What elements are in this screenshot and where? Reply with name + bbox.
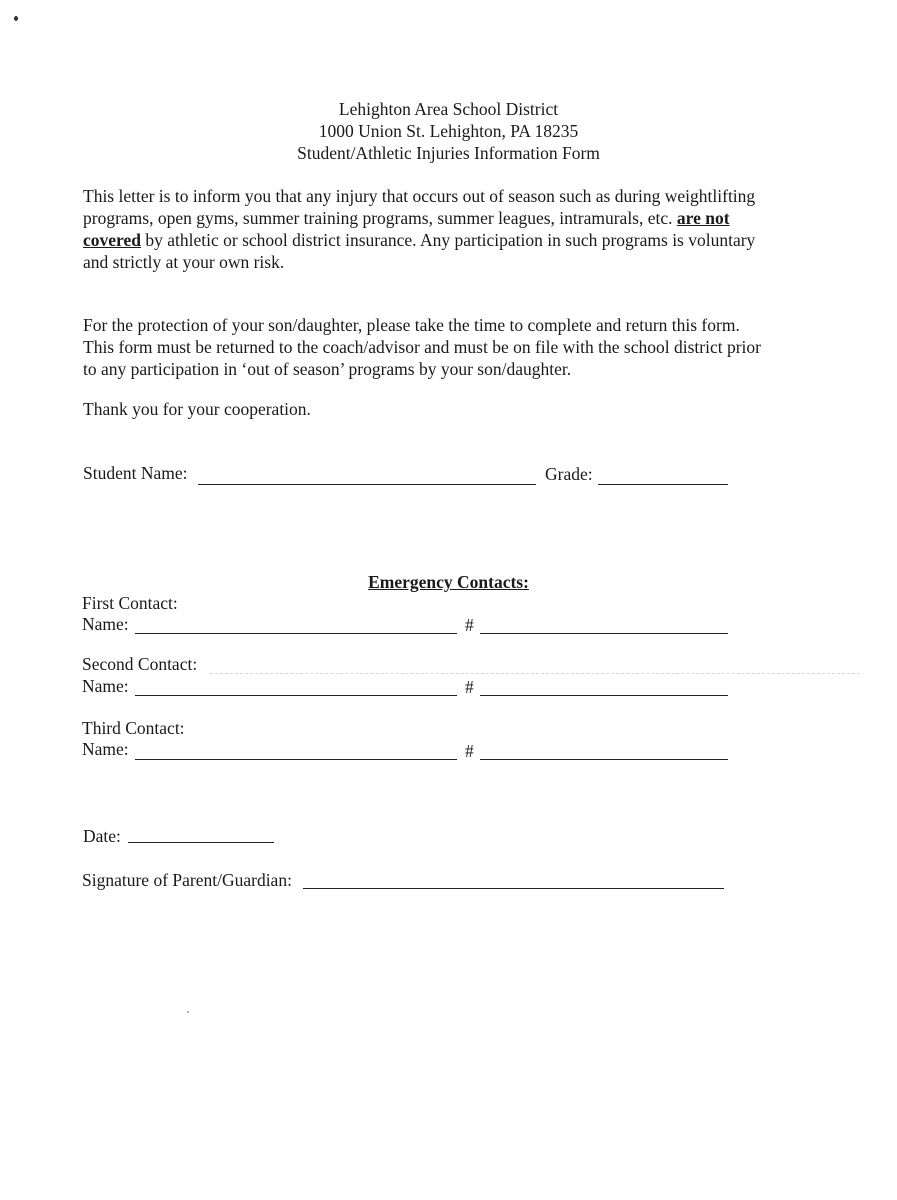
second-contact-heading: Second Contact:: [82, 654, 198, 674]
paragraph-text: programs, open gyms, summer training programs, summer leagues, intramurals, etc.: [83, 208, 677, 228]
grade-label: Grade:: [545, 464, 593, 484]
paragraph-line: and strictly at your own risk.: [83, 252, 285, 272]
paragraph-line: [83, 207, 823, 229]
first-contact-name-label: Name:: [82, 614, 129, 634]
third-contact-number-label: #: [465, 741, 474, 761]
first-contact-name-field[interactable]: [135, 614, 457, 634]
third-contact-heading: Third Contact:: [82, 718, 185, 738]
emphasis-text: covered: [83, 230, 141, 250]
paragraph-line: For the protection of your son/daughter, please take the time to complete and return this form.: [83, 315, 740, 335]
signature-field[interactable]: [303, 868, 724, 889]
return-instructions-paragraph: [83, 314, 823, 380]
date-label: Date:: [83, 826, 121, 846]
paragraph-line: [83, 229, 823, 251]
district-address: 1000 Union St. Lehighton, PA 18235: [318, 121, 579, 141]
scan-speck: [14, 16, 18, 21]
district-name: Lehighton Area School District: [338, 99, 559, 119]
second-contact-number-label: #: [465, 677, 474, 697]
scan-artifact-line: [210, 661, 860, 674]
student-name-label: Student Name:: [83, 463, 188, 483]
paragraph-line: to any participation in ‘out of season’ programs by your son/daughter.: [83, 359, 572, 379]
scan-speck: [187, 1011, 189, 1013]
first-contact-number-field[interactable]: [480, 614, 728, 634]
date-field[interactable]: [128, 826, 274, 843]
paragraph-line: This letter is to inform you that any injury that occurs out of season such as during weightlifting: [83, 186, 756, 206]
student-name-field[interactable]: [198, 464, 536, 485]
second-contact-name-field[interactable]: [135, 676, 457, 696]
first-contact-heading: First Contact:: [82, 593, 178, 613]
emphasis-text: are not: [676, 208, 730, 228]
third-contact-name-label: Name:: [82, 739, 129, 759]
first-contact-number-label: #: [465, 615, 474, 635]
paragraph-line: This form must be returned to the coach/advisor and must be on file with the school district prior: [83, 337, 761, 357]
thanks-text: Thank you for your cooperation.: [83, 399, 311, 419]
signature-label: Signature of Parent/Guardian:: [82, 870, 292, 890]
paragraph-text: by athletic or school district insurance. Any participation in such programs is voluntary: [141, 230, 756, 250]
third-contact-name-field[interactable]: [135, 740, 457, 760]
grade-field[interactable]: [598, 464, 728, 485]
second-contact-number-field[interactable]: [480, 676, 728, 696]
emergency-contacts-title: Emergency Contacts:: [368, 572, 529, 592]
third-contact-number-field[interactable]: [480, 740, 728, 760]
insurance-notice-paragraph: [83, 185, 823, 273]
form-title: Student/Athletic Injuries Information Form: [297, 143, 600, 163]
second-contact-name-label: Name:: [82, 676, 129, 696]
